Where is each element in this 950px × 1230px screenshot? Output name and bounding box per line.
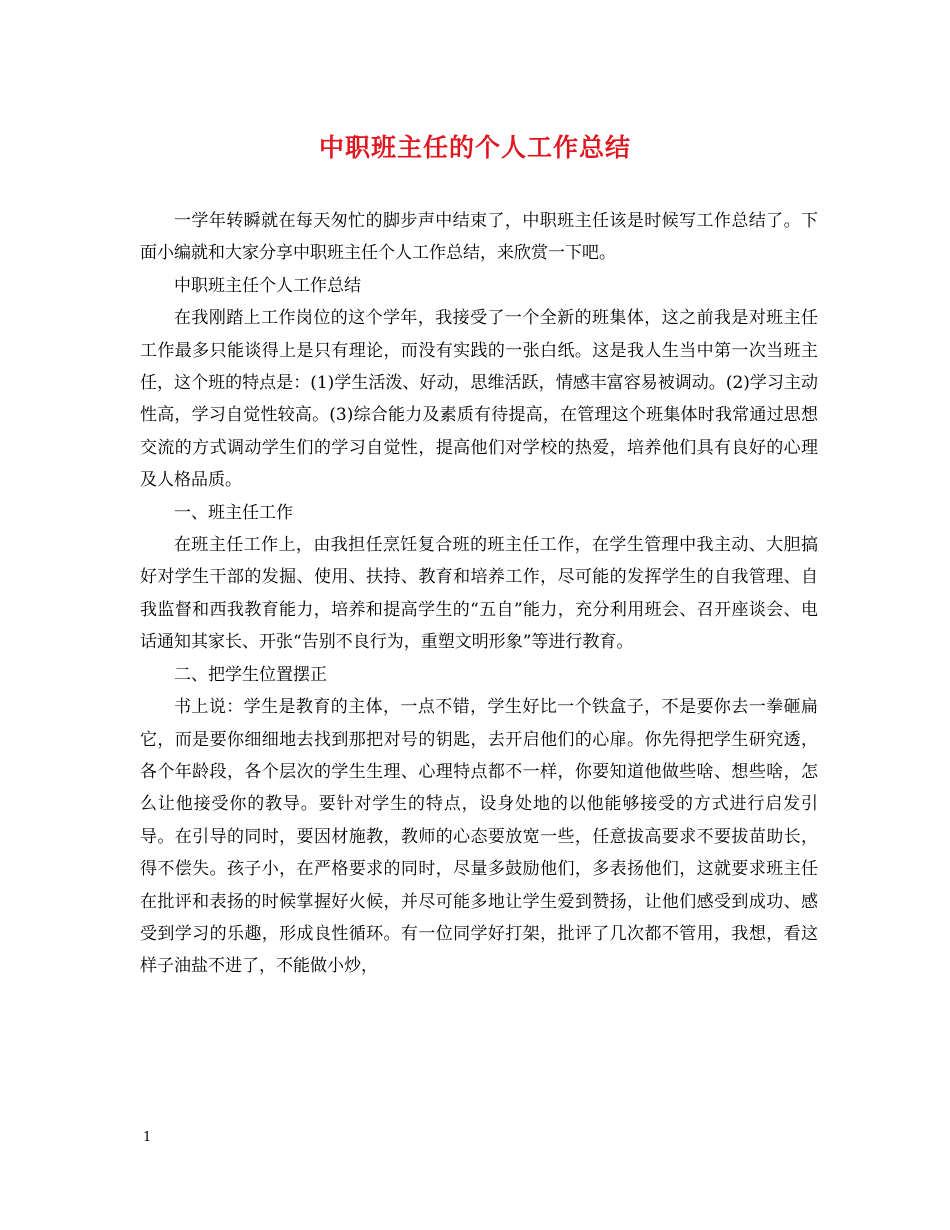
section-heading-2: 二、把学生位置摆正 bbox=[174, 664, 327, 685]
document-body bbox=[140, 205, 818, 983]
section-heading-1: 一、班主任工作 bbox=[174, 502, 293, 523]
document-title: 中职班主任的个人工作总结 bbox=[318, 133, 631, 162]
paragraph-section-1: 在班主任工作上，由我担任烹饪复合班的班主任工作，在学生管理中我主动、大胆搞好对学生干部的发掘、使用、扶持、教育和培养工作，尽可能的发挥学生的自我管理、自我监督和西我教育能力，培养和提高学生的“五自”能力，充分利用班会、召开座谈会、电话通知其家长、开张“告别不良行为，重塑文明形象”等进行教育。 bbox=[140, 535, 818, 653]
paragraph-section-2: 书上说：学生是教育的主体，一点不错，学生好比一个铁盒子，不是要你去一拳砸扁它，而是要你细细地去找到那把对号的钥匙，去开启他们的心扉。你先得把学生研究透，各个年龄段，各个层次的学生生理、心理特点都不一样，你要知道他做些啥、想些啥，怎么让他接受你的教导。要针对学生的特点，设身处地的以他能够接受的方式进行启发引导。在引导的同时，要因材施教，教师的心态要放宽一些，任意拔高要求不要拔苗助长，得不偿失。孩子小，在严格要求的同时，尽量多鼓励他们，多表扬他们，这就要求班主任在批评和表扬的时候掌握好火候，并尽可能多地让学生爱到赞扬，让他们感受到成功、感受到学习的乐趣，形成良性循环。有一位同学好打架，批评了几次都不管用，我想，看这样子油盐不进了，不能做小炒， bbox=[140, 697, 818, 977]
paragraph-background: 在我刚踏上工作岗位的这个学年，我接受了一个全新的班集体，这之前我是对班主任工作最多只能谈得上是只有理论，而没有实践的一张白纸。这是我人生当中第一次当班主任，这个班的特点是：(1)学生活泼、好动，思维活跃，情感丰富容易被调动。(2)学习主动性高，学习自觉性较高。(3)综合能力及素质有待提高，在管理这个班集体时我常通过思想交流的方式调动学生们的学习自觉性，提高他们对学校的热爱，培养他们具有良好的心理及人格品质。 bbox=[140, 308, 818, 491]
paragraph-intro: 一学年转瞬就在每天匆忙的脚步声中结束了，中职班主任该是时候写工作总结了。下面小编就和大家分享中职班主任个人工作总结，来欣赏一下吧。 bbox=[140, 211, 818, 264]
page-number: 1 bbox=[143, 1130, 152, 1145]
paragraph-subtitle: 中职班主任个人工作总结 bbox=[174, 275, 361, 296]
